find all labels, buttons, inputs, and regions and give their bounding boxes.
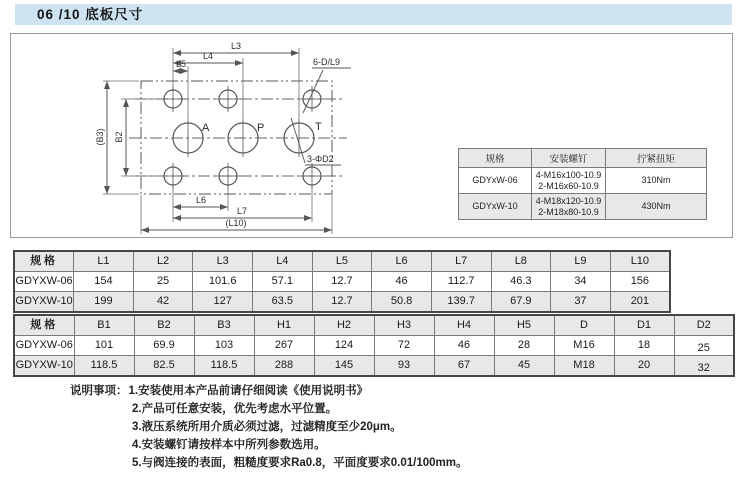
value-cell: 101 [74,336,134,356]
table-row [459,168,707,194]
port-label-p: P [257,122,265,134]
dim-label-l10: (L10) [225,218,247,228]
table-row [14,336,734,356]
value-cell: 45 [494,356,554,377]
spec-cell: GDYxW-06 [459,168,532,194]
value-cell: 310Nm [606,168,707,194]
value-cell: 69.9 [134,336,194,356]
header-cell: D [554,315,614,336]
width-height-dimensions-table [13,314,735,377]
value-cell: 46 [434,336,494,356]
header-cell: L5 [312,251,372,272]
length-dimensions-table [13,250,671,313]
note-item: 1.安装使用本产品前请仔细阅读《使用说明书》 [128,385,369,397]
value-cell: 199 [74,292,134,313]
table-row [14,292,670,313]
value-cell: 112.7 [431,272,491,292]
header-cell: 规格 [459,149,532,168]
note-item: 2.产品可任意安装，优先考虑水平位置。 [132,403,338,415]
note-item: 4.安装螺钉请按样本中所列参数选用。 [132,439,326,451]
value-cell: 25 [674,336,734,356]
value-cell: 28 [494,336,554,356]
value-cell: 57.1 [253,272,313,292]
header-cell: L2 [133,251,193,272]
value-cell: 124 [314,336,374,356]
value-cell: 25 [133,272,193,292]
port-label-t: T [315,121,322,133]
value-cell: 46 [372,272,432,292]
annotation-bolt-holes: 6-D/L9 [313,57,341,67]
header-cell: H2 [314,315,374,336]
dim-label-l4: L4 [202,51,214,61]
header-cell: L9 [551,251,611,272]
header-cell: D1 [614,315,674,336]
value-cell: 34 [551,272,611,292]
value-cell: 288 [254,356,314,377]
port-label-a: A [202,122,210,134]
value-cell: 4-M16x100-10.9 2-M16x60-10.9 [532,168,606,194]
value-cell: 430Nm [606,194,707,220]
value-cell: 42 [133,292,193,313]
annotation-port-holes: 3-ΦD2 [307,154,334,164]
value-cell: 12.7 [312,292,372,313]
table-row [14,356,734,377]
header-cell: H3 [374,315,434,336]
value-cell: M16 [554,336,614,356]
header-cell: L10 [610,251,670,272]
header-cell: B2 [134,315,194,336]
value-cell: 201 [610,292,670,313]
header-cell: 规格 [14,251,74,272]
value-cell: 67.9 [491,292,551,313]
header-cell: L1 [74,251,134,272]
value-cell: 139.7 [431,292,491,313]
value-cell: 93 [374,356,434,377]
header-cell: L7 [431,251,491,272]
note-line [70,382,710,400]
mounting-screw-table [458,148,707,220]
value-cell: 72 [374,336,434,356]
dim-label-b3: (B3) [95,128,105,146]
spec-cell: GDYxW-10 [459,194,532,220]
header-cell: H1 [254,315,314,336]
dim-label-l6: L6 [195,195,207,205]
value-cell: M18 [554,356,614,377]
table-row [14,272,670,292]
header-cell: L6 [372,251,432,272]
header-cell: 拧紧扭矩 [606,149,707,168]
notes-section [70,382,710,472]
value-cell: 156 [610,272,670,292]
note-item: 3.液压系统所用介质必须过滤，过滤精度至少20μm。 [132,421,402,433]
value-cell: 101.6 [193,272,253,292]
header-cell: H4 [434,315,494,336]
dim-label-l3: L3 [230,41,242,51]
leader-lines [291,68,351,165]
page-title: 06 /10 底板尺寸 [15,4,732,25]
table-row [459,194,707,220]
value-cell: 4-M18x120-10.9 2-M18x80-10.9 [532,194,606,220]
value-cell: 46.3 [491,272,551,292]
header-cell: 安装螺钉 [532,149,606,168]
value-cell: 67 [434,356,494,377]
value-cell: 118.5 [74,356,134,377]
technical-drawing-panel [10,33,733,238]
value-cell: 118.5 [194,356,254,377]
value-cell: 18 [614,336,674,356]
value-cell: 37 [551,292,611,313]
header-cell: L3 [193,251,253,272]
header-cell: L4 [253,251,313,272]
spec-cell: GDYXW-10 [14,292,74,313]
header-cell: 规格 [14,315,74,336]
dim-label-b2: B2 [114,131,124,143]
header-cell: B3 [194,315,254,336]
value-cell: 145 [314,356,374,377]
value-cell: 50.8 [372,292,432,313]
header-cell: D2 [674,315,734,336]
value-cell: 82.5 [134,356,194,377]
value-cell: 32 [674,356,734,377]
value-cell: 154 [74,272,134,292]
value-cell: 63.5 [253,292,313,313]
bolt-hole-crosses [160,86,325,189]
spec-cell: GDYXW-10 [14,356,74,377]
value-cell: 20 [614,356,674,377]
value-cell: 12.7 [312,272,372,292]
note-item: 5.与阀连接的表面，粗糙度要求Ra0.8，平面度要求0.01/100mm。 [132,457,468,469]
value-cell: 267 [254,336,314,356]
header-cell: H5 [494,315,554,336]
value-cell: 127 [193,292,253,313]
notes-label: 说明事项： [70,385,128,397]
dim-label-l7: L7 [236,206,248,216]
spec-cell: GDYXW-06 [14,272,74,292]
header-cell: L8 [491,251,551,272]
extension-lines [103,48,332,234]
header-cell: B1 [74,315,134,336]
value-cell: 103 [194,336,254,356]
dim-label-l5: L5 [175,59,187,69]
spec-cell: GDYXW-06 [14,336,74,356]
